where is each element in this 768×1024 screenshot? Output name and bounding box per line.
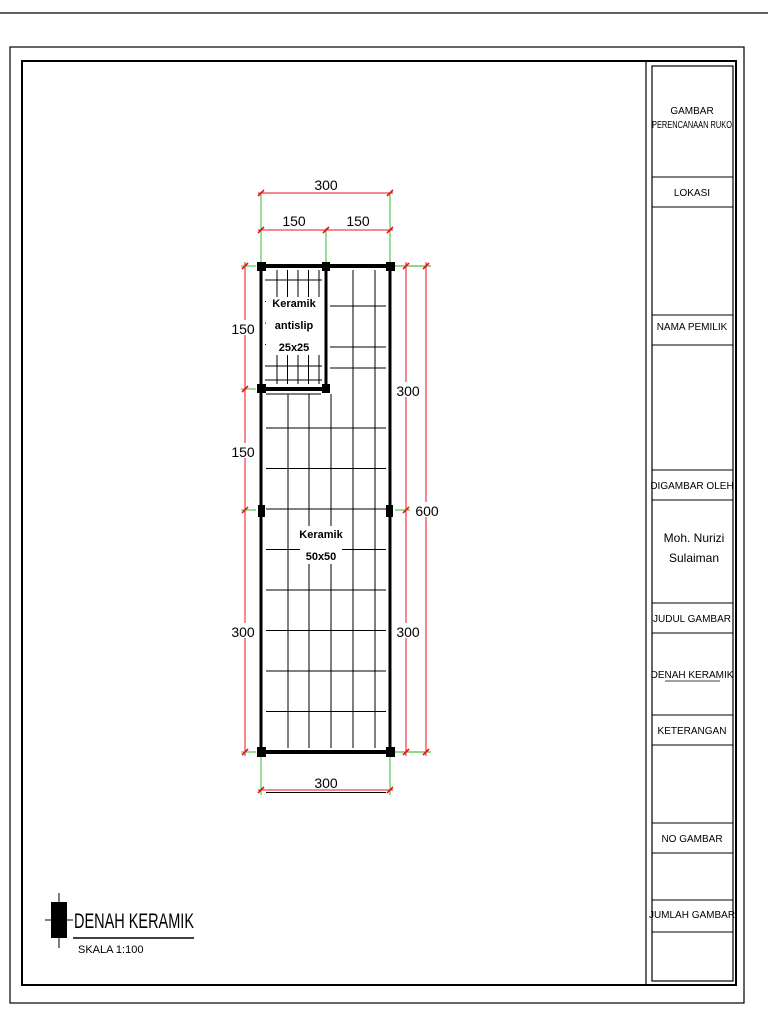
title-block [646,61,735,985]
column-mid-left [257,384,266,393]
tb-gambar-line1: GAMBAR [670,106,714,117]
small-area-label-2: antislip [274,320,314,332]
column-top-right [386,262,395,271]
dim-left-middle: 150 [231,444,255,460]
dim-right-upper: 300 [396,383,420,399]
column-center-right [386,505,393,517]
inner-border [22,61,736,985]
large-area-label-1: Keramik [299,529,343,541]
floor-plan [257,262,395,793]
column-bottom-left [257,747,266,757]
small-area-label-3: 25x25 [278,342,310,354]
drawing-title-text: DENAH KERAMIK [74,910,194,933]
column-center-left [258,505,265,517]
dim-right-total: 600 [415,503,439,519]
tb-designer-line2: Sulaiman [668,551,720,565]
tb-digambar-oleh: DIGAMBAR OLEH [650,481,734,492]
large-area-label-2: 50x50 [305,551,337,563]
dim-left-upper: 150 [231,321,255,337]
dim-right-lower: 300 [396,624,420,640]
tb-designer-line1: Moh. Nurizi [663,531,725,545]
column-mid-middle [322,384,330,393]
dim-bottom-total: 300 [314,775,338,791]
drawing-scale-text: SKALA 1:100 [78,944,144,956]
dim-top-right: 150 [346,213,370,229]
tb-no-gambar: NO GAMBAR [661,834,723,845]
small-area-label-1: Keramik [272,298,316,310]
dim-top-left: 150 [282,213,306,229]
tb-judul-gambar: JUDUL GAMBAR [653,614,731,625]
tb-jumlah-gambar: JUMLAH GAMBAR [648,910,736,921]
column-bottom-right [386,747,395,757]
tb-lokasi: LOKASI [673,188,711,199]
dim-top-total: 300 [314,177,338,193]
tb-gambar-line2: PERENCANAAN RUKO [652,120,733,131]
tb-nama-pemilik: NAMA PEMILIK [656,322,728,333]
tb-judul-value: DENAH KERAMIK [650,670,734,681]
column-top-middle [322,262,330,271]
tb-keterangan: KETERANGAN [657,726,727,737]
dim-left-lower: 300 [231,624,255,640]
drawing-title [45,893,194,956]
outer-border [10,47,744,1003]
column-top-left [257,262,266,271]
